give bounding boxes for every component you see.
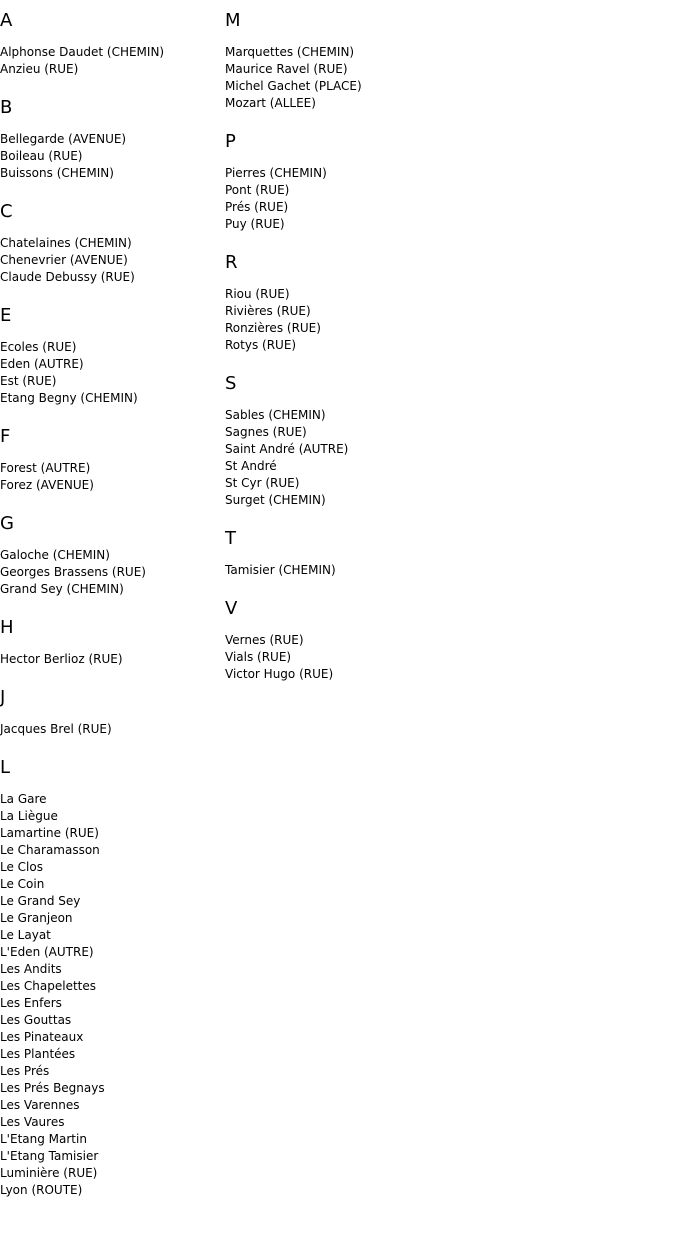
street-link[interactable]: Michel Gachet (PLACE): [225, 79, 362, 93]
letter-heading: L: [0, 757, 11, 778]
street-link[interactable]: Les Vaures: [0, 1115, 65, 1129]
street-link[interactable]: Les Plantées: [0, 1047, 76, 1061]
street-link[interactable]: Surget (CHEMIN): [225, 493, 326, 507]
letter-heading: B: [0, 97, 13, 118]
letter-group-m: [225, 10, 475, 112]
street-link[interactable]: Galoche (CHEMIN): [0, 548, 110, 562]
letter-group-f: [0, 426, 220, 494]
street-link[interactable]: Anzieu (RUE): [0, 62, 79, 76]
street-link[interactable]: Rotys (RUE): [225, 338, 297, 352]
street-link[interactable]: Etang Begny (CHEMIN): [0, 391, 138, 405]
letter-heading: E: [0, 305, 12, 326]
street-link[interactable]: Puy (RUE): [225, 217, 285, 231]
letter-heading: F: [0, 426, 11, 447]
street-link[interactable]: Ronzières (RUE): [225, 321, 321, 335]
street-link[interactable]: Jacques Brel (RUE): [0, 722, 112, 736]
letter-group-e: [0, 305, 220, 407]
letter-group-t: [225, 528, 475, 579]
letter-group-p: [225, 131, 475, 233]
street-link[interactable]: L'Etang Martin: [0, 1132, 87, 1146]
street-link[interactable]: Les Varennes: [0, 1098, 80, 1112]
letter-group-v: [225, 598, 475, 683]
street-link[interactable]: Les Prés: [0, 1064, 50, 1078]
street-link[interactable]: Luminière (RUE): [0, 1166, 98, 1180]
street-link[interactable]: Mozart (ALLEE): [225, 96, 316, 110]
street-link[interactable]: Forez (AVENUE): [0, 478, 94, 492]
street-link[interactable]: Victor Hugo (RUE): [225, 667, 334, 681]
street-link[interactable]: Rivières (RUE): [225, 304, 311, 318]
street-link[interactable]: Georges Brassens (RUE): [0, 565, 146, 579]
street-link[interactable]: Vernes (RUE): [225, 633, 304, 647]
letter-heading: S: [225, 373, 237, 394]
street-link[interactable]: Chenevrier (AVENUE): [0, 253, 128, 267]
letter-group-h: [0, 617, 220, 668]
street-link[interactable]: Le Layat: [0, 928, 51, 942]
letter-heading: P: [225, 131, 236, 152]
street-link[interactable]: Les Enfers: [0, 996, 62, 1010]
street-link[interactable]: L'Eden (AUTRE): [0, 945, 94, 959]
street-link[interactable]: St André: [225, 459, 277, 473]
street-link[interactable]: St Cyr (RUE): [225, 476, 300, 490]
street-link[interactable]: Chatelaines (CHEMIN): [0, 236, 132, 250]
street-index-column-left: [0, 10, 220, 1218]
street-link[interactable]: Lamartine (RUE): [0, 826, 99, 840]
street-link[interactable]: Ecoles (RUE): [0, 340, 77, 354]
street-link[interactable]: Les Gouttas: [0, 1013, 72, 1027]
letter-heading: T: [225, 528, 236, 549]
street-index-column-right: [225, 10, 475, 702]
street-link[interactable]: Boileau (RUE): [0, 149, 83, 163]
street-link[interactable]: Alphonse Daudet (CHEMIN): [0, 45, 165, 59]
street-link[interactable]: Pierres (CHEMIN): [225, 166, 327, 180]
letter-heading: M: [225, 10, 241, 31]
street-link[interactable]: Le Granjeon: [0, 911, 73, 925]
street-link[interactable]: Tamisier (CHEMIN): [225, 563, 336, 577]
street-link[interactable]: Marquettes (CHEMIN): [225, 45, 355, 59]
street-link[interactable]: La Gare: [0, 792, 47, 806]
street-link[interactable]: Claude Debussy (RUE): [0, 270, 135, 284]
street-link[interactable]: Les Prés Begnays: [0, 1081, 105, 1095]
street-link[interactable]: Buissons (CHEMIN): [0, 166, 114, 180]
street-link[interactable]: Le Clos: [0, 860, 43, 874]
street-link[interactable]: Riou (RUE): [225, 287, 290, 301]
street-link[interactable]: Prés (RUE): [225, 200, 289, 214]
letter-group-j: [0, 687, 220, 738]
street-link[interactable]: Le Coin: [0, 877, 45, 891]
street-link[interactable]: Pont (RUE): [225, 183, 290, 197]
letter-group-s: [225, 373, 475, 509]
letter-group-l: [0, 757, 220, 1199]
street-link[interactable]: Les Chapelettes: [0, 979, 97, 993]
street-link[interactable]: Forest (AUTRE): [0, 461, 91, 475]
street-link[interactable]: Hector Berlioz (RUE): [0, 652, 123, 666]
letter-group-r: [225, 252, 475, 354]
street-link[interactable]: Les Pinateaux: [0, 1030, 84, 1044]
street-link[interactable]: Sagnes (RUE): [225, 425, 307, 439]
letter-heading: A: [0, 10, 13, 31]
letter-heading: R: [225, 252, 238, 273]
letter-group-a: [0, 10, 220, 78]
street-link[interactable]: Saint André (AUTRE): [225, 442, 349, 456]
street-link[interactable]: Bellegarde (AVENUE): [0, 132, 127, 146]
street-link[interactable]: Eden (AUTRE): [0, 357, 84, 371]
letter-group-b: [0, 97, 220, 182]
street-link[interactable]: La Liègue: [0, 809, 58, 823]
street-link[interactable]: Vials (RUE): [225, 650, 292, 664]
street-link[interactable]: Le Grand Sey: [0, 894, 81, 908]
letter-heading: J: [0, 687, 6, 708]
street-link[interactable]: Maurice Ravel (RUE): [225, 62, 348, 76]
street-link[interactable]: L'Etang Tamisier: [0, 1149, 99, 1163]
street-link[interactable]: Est (RUE): [0, 374, 57, 388]
street-link[interactable]: Lyon (ROUTE): [0, 1183, 83, 1197]
letter-heading: H: [0, 617, 14, 638]
street-link[interactable]: Sables (CHEMIN): [225, 408, 326, 422]
letter-heading: G: [0, 513, 14, 534]
letter-group-c: [0, 201, 220, 286]
letter-group-g: [0, 513, 220, 598]
street-link[interactable]: Le Charamasson: [0, 843, 100, 857]
letter-heading: C: [0, 201, 13, 222]
street-link[interactable]: Les Andits: [0, 962, 62, 976]
street-link[interactable]: Grand Sey (CHEMIN): [0, 582, 124, 596]
letter-heading: V: [225, 598, 238, 619]
